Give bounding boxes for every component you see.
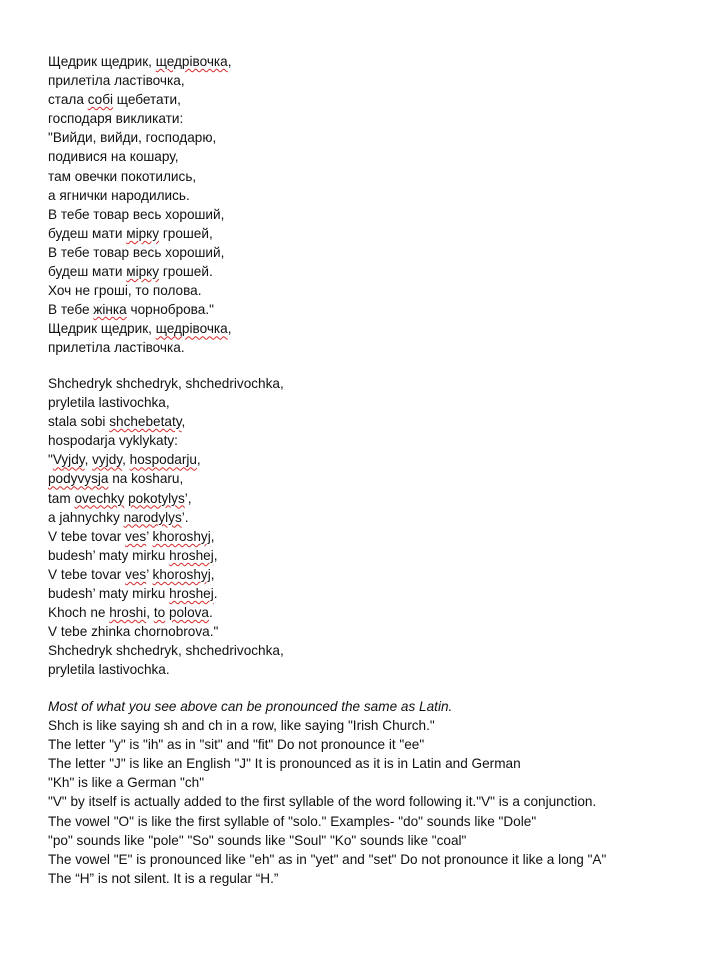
transliterated-line (48, 546, 284, 565)
transliterated-line (48, 450, 284, 469)
text-run: ’ (146, 528, 153, 544)
transliterated-line (48, 374, 284, 393)
text-run: stala sobi (48, 414, 110, 430)
transliterated-lyrics (48, 374, 284, 680)
text-run: прилетіла ластівочка, (48, 73, 185, 89)
transliterated-line (48, 431, 284, 450)
text-run: , (146, 605, 154, 621)
pronunciation-note: "po" sounds like "pole" "So" sounds like "Soul" "Ko" sounds like "coal" (48, 832, 467, 848)
spellcheck-flagged-word: ves (125, 528, 147, 544)
spellcheck-flagged-word: khoroshyj (152, 528, 211, 544)
text-run: V tebe tovar (48, 566, 126, 582)
text-run: a jahnychky (48, 509, 124, 525)
text-run: , (213, 547, 218, 563)
transliterated-line (48, 489, 284, 508)
pronunciation-note: "V" by itself is actually added to the first syllable of the word following it."V" is a conjunction. (48, 794, 597, 810)
pronunciation-note: "Kh" is like a German "ch" (48, 775, 205, 791)
text-run: . (209, 605, 213, 621)
text-run: ’. (181, 509, 189, 525)
text-run: V tebe zhinka chornobrova." (48, 624, 219, 640)
text-run: hospodarja vyklykaty: (48, 433, 178, 449)
spellcheck-flagged-word: khoroshyj (152, 566, 211, 582)
text-run: pryletila lastivochka, (48, 395, 170, 411)
text-run: ’, (184, 490, 192, 506)
spellcheck-flagged-word: мірку (126, 264, 160, 280)
transliterated-line (48, 565, 284, 584)
spellcheck-flagged-word: vyjdy (92, 452, 123, 468)
text-run: В тебе товар весь хороший, (48, 244, 225, 260)
lyric-line (48, 281, 232, 300)
text-run: грошей. (159, 264, 213, 280)
text-run: будеш мати (48, 264, 127, 280)
spellcheck-flagged-word: ves (125, 566, 147, 582)
text-run: , (122, 452, 130, 468)
pronunciation-notes (48, 697, 606, 888)
text-run: грошей, (159, 225, 213, 241)
text-run: стала (48, 92, 88, 108)
text-run: , (210, 528, 215, 544)
text-run: budesh’ maty mirku (48, 547, 170, 563)
lyric-line (48, 262, 232, 281)
spellcheck-flagged-word: pokotylys (128, 490, 185, 506)
ukrainian-lyrics (48, 52, 232, 358)
text-run: " (48, 452, 53, 468)
text-run: прилетіла ластівочка. (48, 340, 185, 356)
spellcheck-flagged-word: собі (87, 92, 114, 108)
text-run: na kosharu, (108, 471, 184, 487)
lyric-line (48, 71, 232, 90)
transliterated-line (48, 660, 284, 679)
pronunciation-note: The letter "J" is like an English "J" It is pronounced as it is in Latin and German (48, 756, 521, 772)
text-run: Khoch ne (48, 605, 110, 621)
text-run: чорноброва." (126, 302, 214, 318)
spellcheck-flagged-word: жінка (93, 302, 127, 318)
text-run: будеш мати (48, 225, 127, 241)
lyric-line (48, 338, 232, 357)
text-run: , (84, 452, 93, 468)
spellcheck-flagged-word: hroshi (109, 605, 147, 621)
text-run: В тебе товар весь хороший, (48, 206, 225, 222)
transliterated-line (48, 622, 284, 641)
text-run: pryletila lastivochka. (48, 662, 170, 678)
text-run: . (213, 586, 218, 602)
transliterated-line (48, 393, 284, 412)
transliterated-line (48, 469, 284, 488)
notes-intro: Most of what you see above can be pronounced the same as Latin. (48, 699, 453, 714)
pronunciation-note: The letter "y" is "ih" as in "sit" and "fit" Do not pronounce it "ee" (48, 737, 425, 753)
text-run: , (210, 566, 215, 582)
text-run: , (181, 414, 186, 430)
lyric-line (48, 224, 232, 243)
spellcheck-flagged-word: hroshej (169, 547, 214, 563)
text-run: Shchedryk shchedryk, shchedrivochka, (48, 643, 284, 659)
transliterated-line (48, 641, 284, 660)
spellcheck-flagged-word: Vyjdy (52, 452, 85, 468)
pronunciation-note: The vowel "E" is pronounced like "eh" as in "yet" and "set" Do not pronounce it like a long "A" (48, 851, 607, 867)
lyric-line (48, 300, 232, 319)
spellcheck-flagged-word: shchebetaty (109, 414, 182, 430)
spellcheck-flagged-word: hospodarju (129, 452, 197, 468)
spellcheck-flagged-word: щедрівочка (155, 321, 228, 337)
pronunciation-note: The “H” is not silent. It is a regular “H.” (48, 870, 279, 886)
text-run: господаря викликати: (48, 111, 184, 127)
text-run: tam (48, 490, 75, 506)
spellcheck-flagged-word: ovechky (74, 490, 125, 506)
lyric-line (48, 243, 232, 262)
lyric-line (48, 186, 232, 205)
spellcheck-flagged-word: щедрівочка (155, 54, 228, 69)
text-run: а ягнички народились. (48, 187, 190, 203)
transliterated-line (48, 584, 284, 603)
text-run: подивися на кошару, (48, 149, 179, 165)
text-run: щебетати, (113, 92, 181, 108)
text-run: Shchedryk shchedryk, shchedrivochka, (48, 376, 284, 391)
text-run: "Вийди, вийди, господарю, (48, 130, 217, 146)
lyric-line (48, 52, 232, 71)
text-run: , (227, 321, 232, 337)
lyric-line (48, 147, 232, 166)
spellcheck-flagged-word: narodylys (123, 509, 182, 525)
text-run: там овечки покотились, (48, 168, 197, 184)
text-run: ’ (146, 566, 153, 582)
pronunciation-note: Shch is like saying sh and ch in a row, like saying "Irish Church." (48, 718, 435, 734)
text-run: Хоч не гроші, то полова. (48, 283, 202, 299)
spellcheck-flagged-word: мірку (126, 225, 160, 241)
transliterated-line (48, 527, 284, 546)
transliterated-line (48, 508, 284, 527)
pronunciation-note: The vowel "O" is like the first syllable of "solo." Examples- "do" sounds like "Dole" (48, 813, 537, 829)
lyric-line (48, 109, 232, 128)
text-run: Щедрик щедрик, (48, 321, 156, 337)
spellcheck-flagged-word: hroshej (169, 586, 214, 602)
lyric-line (48, 319, 232, 338)
transliterated-line (48, 412, 284, 431)
spellcheck-flagged-word: podyvysja (48, 471, 109, 487)
lyric-line (48, 167, 232, 186)
spellcheck-flagged-word: to (153, 605, 166, 621)
spellcheck-flagged-word: polova (168, 605, 209, 621)
text-run: В тебе (48, 302, 94, 318)
text-run: V tebe tovar (48, 528, 126, 544)
text-run: , (196, 452, 201, 468)
text-run: , (227, 54, 232, 69)
text-run: Щедрик щедрик, (48, 54, 156, 69)
lyric-line (48, 205, 232, 224)
text-run: budesh’ maty mirku (48, 586, 170, 602)
lyric-line (48, 90, 232, 109)
lyric-line (48, 128, 232, 147)
transliterated-line (48, 603, 284, 622)
